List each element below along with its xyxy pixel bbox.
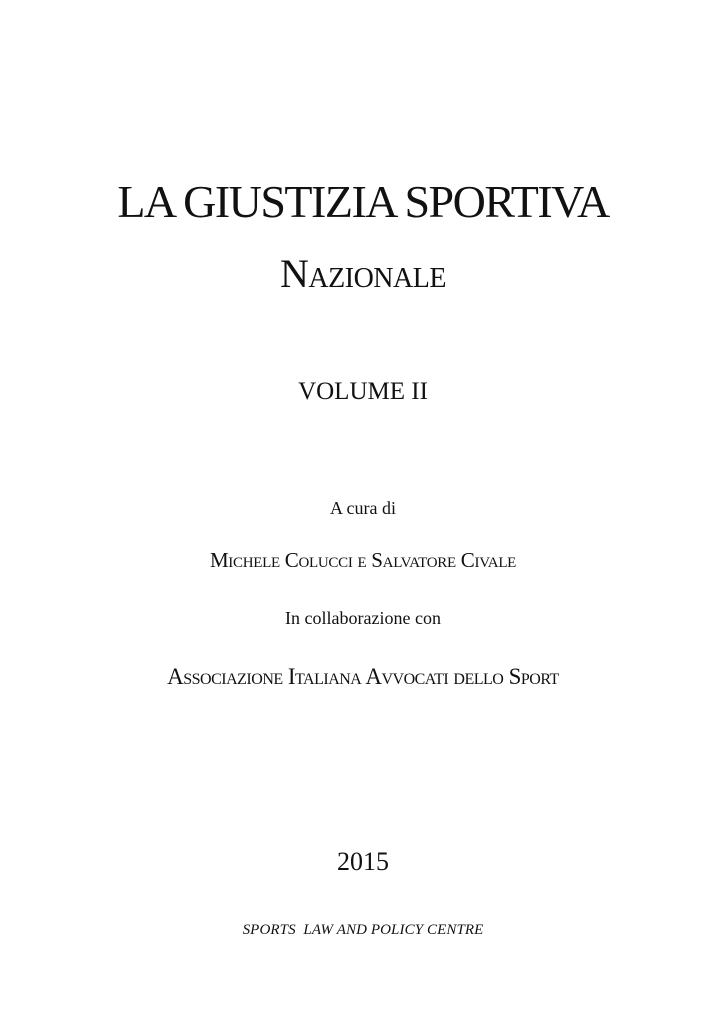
editors-names: Michele Colucci e Salvatore Civale xyxy=(209,548,517,572)
publication-year: 2015 xyxy=(337,847,389,876)
book-subtitle: Nazionale xyxy=(280,251,446,296)
collaboration-label: In collaborazione con xyxy=(285,608,441,628)
association-name: Associazione Italiana Avvocati dello Sport xyxy=(167,664,559,689)
book-title: LA GIUSTIZIA SPORTIVA xyxy=(117,176,609,227)
publisher-name: SPORTS LAW AND POLICY CENTRE xyxy=(242,922,484,938)
volume-number: VOLUME II xyxy=(298,378,428,405)
curated-by-label: A cura di xyxy=(330,498,396,518)
